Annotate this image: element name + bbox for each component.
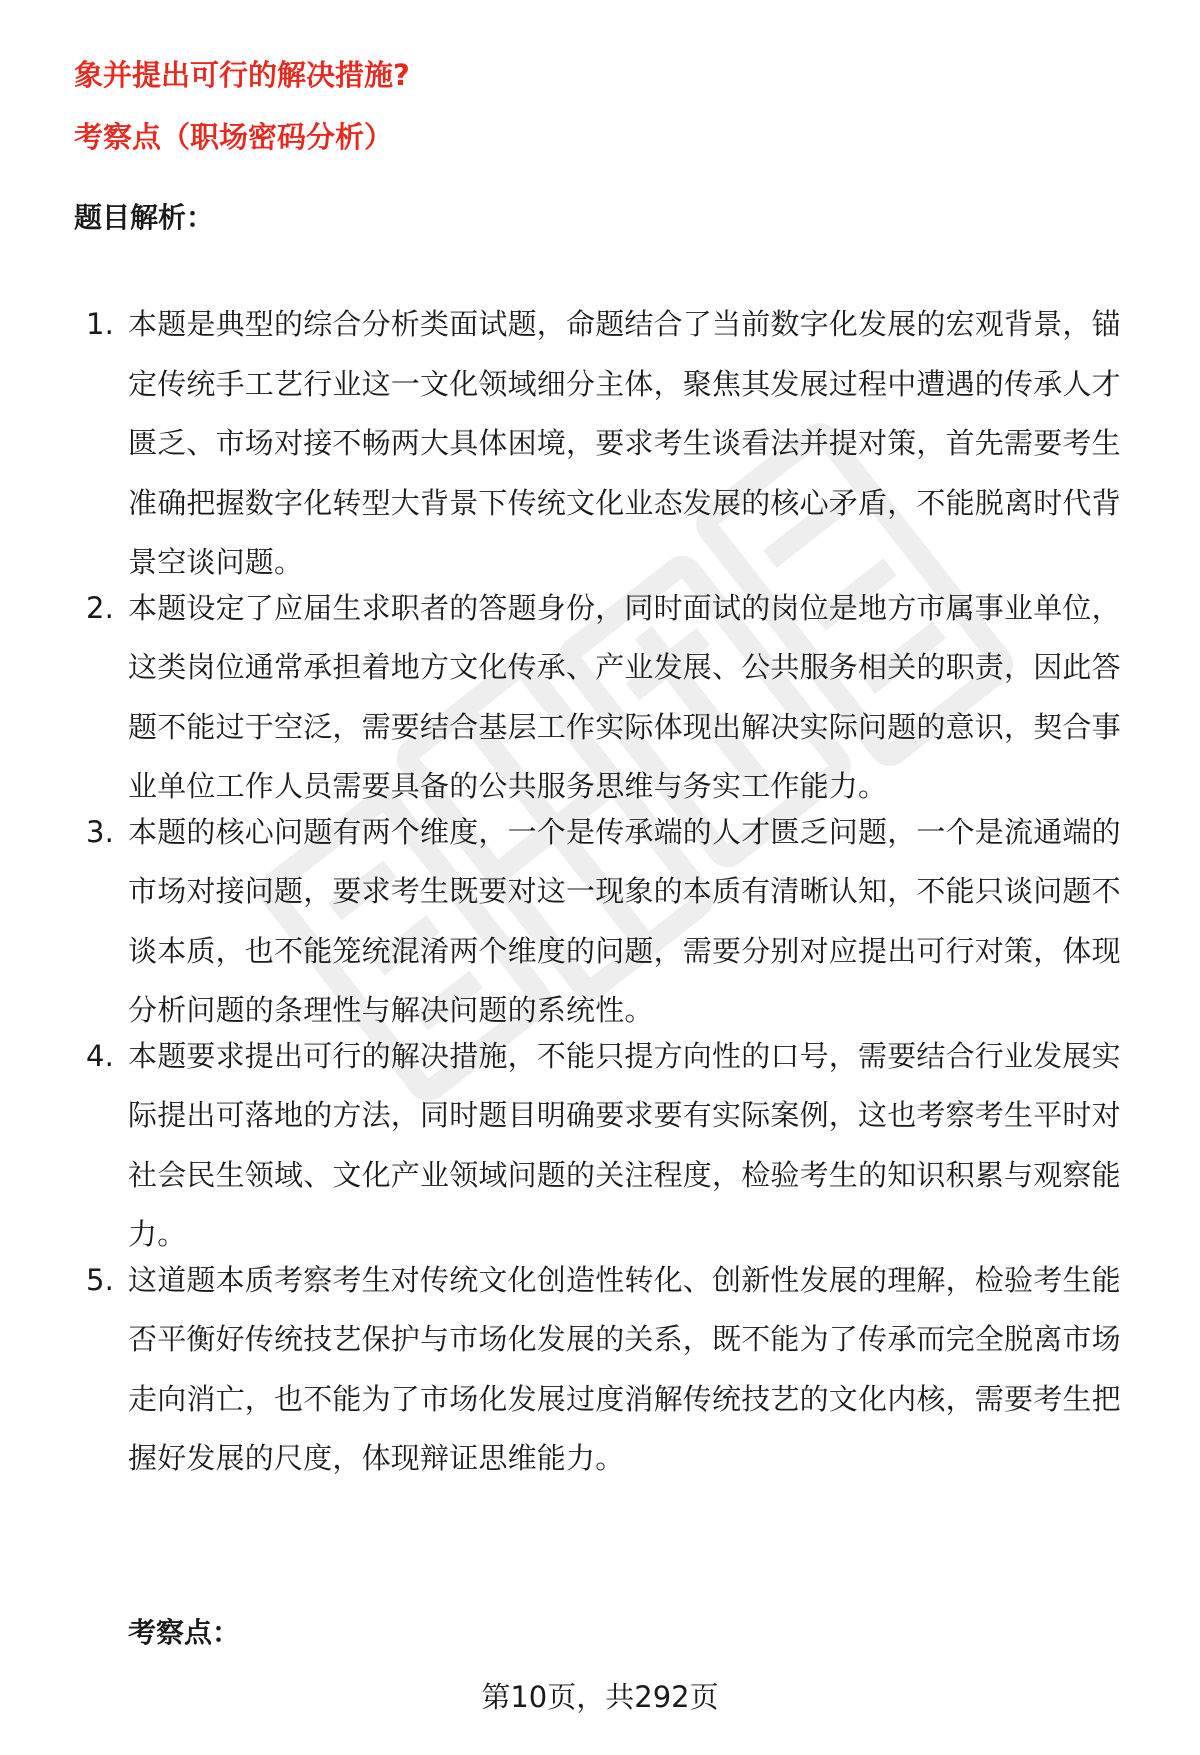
list-item-text: 本题要求提出可行的解决措施，不能只提方向性的口号，需要结合行业发展实际提出可落地的方法，同时题目明确要求要有实际案例，这也考察考生平时对社会民生领域、文化产业领域问题的关注程度，检验考生的知识积累与观察能力。 (128, 1038, 1121, 1251)
analysis-heading: 题目解析： (74, 201, 215, 234)
list-item-text: 本题的核心问题有两个维度，一个是传承端的人才匮乏问题，一个是流通端的市场对接问题，要求考生既要对这一现象的本质有清晰认知，不能只谈问题不谈本质，也不能笼统混淆两个维度的问题，需要分别对应提出可行对策，体现分析问题的条理性与解决问题的系统性。 (128, 814, 1121, 1027)
list-item-text: 本题是典型的综合分析类面试题，命题结合了当前数字化发展的宏观背景，锚定传统手工艺行业这一文化领域细分主体，聚焦其发展过程中遭遇的传承人才匮乏、市场对接不畅两大具体困境，要求考生谈看法并提对策，首先需要考生准确把握数字化转型大背景下传统文化业态发展的核心矛盾，不能脱离时代背景空谈问题。 (128, 307, 1121, 579)
list-item-number: 1. (86, 307, 115, 341)
list-item-text: 本题设定了应届生求职者的答题身份，同时面试的岗位是地方市属事业单位，这类岗位通常承担着地方文化传承、产业发展、公共服务相关的职责，因此答题不能过于空泛，需要结合基层工作实际体现出解决实际问题的意识，契合事业单位工作人员需要具备的公共服务思维与务实工作能力。 (128, 590, 1121, 803)
question-tail: 象并提出可行的解决措施? (74, 58, 410, 92)
list-item-number: 2. (86, 590, 115, 625)
list-item (0, 579, 1200, 817)
list-item-text: 这道题本质考察考生对传统文化创造性转化、创新性发展的理解，检验考生能否平衡好传统技艺保护与市场化发展的关系，既不能为了传承而完全脱离市场走向消亡，也不能为了市场化发展过度消解传统技艺的文化内核，需要考生把握好发展的尺度，体现辩证思维能力。 (128, 1262, 1121, 1475)
list-item (0, 295, 1200, 593)
list-item-number: 5. (86, 1262, 115, 1297)
list-item (0, 1027, 1200, 1265)
page-number: 第10页，共292页 (481, 1680, 719, 1714)
list-item (0, 1251, 1200, 1489)
analysis-list (0, 307, 1200, 1489)
list-item-number: 3. (86, 814, 115, 849)
list-item-number: 4. (86, 1038, 115, 1073)
exam-point-label: 考察点： (128, 1616, 241, 1649)
list-item (0, 803, 1200, 1041)
exam-point-section-title: 考察点（职场密码分析） (74, 120, 394, 154)
